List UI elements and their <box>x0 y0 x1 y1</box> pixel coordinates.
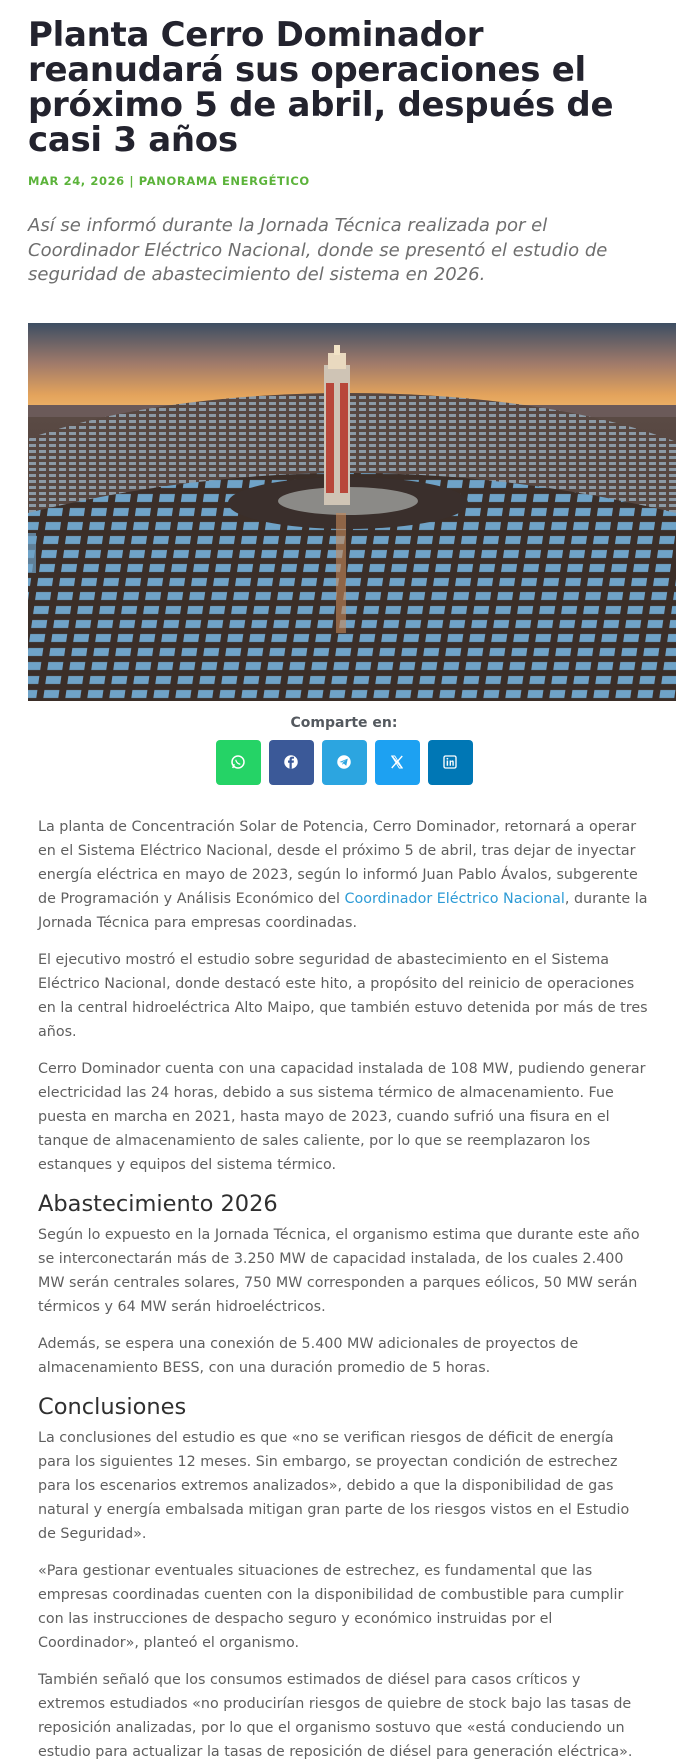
whatsapp-share-button[interactable] <box>216 740 261 785</box>
article-header <box>0 15 688 785</box>
paragraph: Según lo expuesto en la Jornada Técnica, el organismo estima que durante este año se interconectarán más de 3.250 MW de capacidad instalada, de los cuales 2.400 MW serán centrales solares, 750 MW corresponden a parques eólicos, 50 MW serán térmicos y 64 MW serán hidroeléctricos. <box>38 1226 640 1315</box>
facebook-share-button[interactable] <box>269 740 314 785</box>
share-label: Comparte en: <box>290 714 398 731</box>
post-meta: MAR 24, 2026 | PANORAMA ENERGÉTICO <box>28 174 310 188</box>
paragraph: El ejecutivo mostró el estudio sobre seguridad de abastecimiento en el Sistema Eléctrico Nacional, donde destacó este hito, a propósito del reinicio de operaciones en la central hidroeléctrica Alto Maipo, que también estuvo detenida por más de tres años. <box>38 951 648 1040</box>
paragraph: La planta de Concentración Solar de Potencia, Cerro Dominador, retornará a operar en el Sistema Eléctrico Nacional, desde el próximo 5 de abril, tras dejar de inyectar energía eléctrica en mayo de 2023, según lo informó Juan Pablo Ávalos, subgerente de Programación y Análisis Económico del Coordinador Eléctrico Nacional, durante la Jornada Técnica para empresas coordinadas. <box>38 818 648 931</box>
telegram-icon <box>335 753 353 771</box>
article-body <box>0 815 688 1764</box>
hero-image <box>28 323 676 701</box>
x-share-button[interactable] <box>375 740 420 785</box>
page-title: Planta Cerro Dominador reanudará sus operaciones el próximo 5 de abril, después de casi 3 años <box>28 15 614 160</box>
paragraph: Cerro Dominador cuenta con una capacidad instalada de 108 MW, pudiendo generar electricidad las 24 horas, debido a sus sistema térmico de almacenamiento. Fue puesta en marcha en 2021, hasta mayo de 2023, cuando sufrió una fisura en el tanque de almacenamiento de sales caliente, por lo que se reemplazaron los estanques y equipos del sistema térmico. <box>38 1060 646 1173</box>
section-heading: Abastecimiento 2026 <box>38 1190 278 1217</box>
facebook-icon <box>282 753 300 771</box>
section-heading: Conclusiones <box>38 1393 187 1420</box>
coordinador-link[interactable]: Coordinador Eléctrico Nacional <box>344 890 565 907</box>
paragraph: La conclusiones del estudio es que «no se verifican riesgos de déficit de energía para los siguientes 12 meses. Sin embargo, se proyectan condición de estrechez para los escenarios extremos analizados», debido a que la disponibilidad de gas natural y energía embalsada mitigan gran parte de los riesgos vistos en el Estudio de Seguridad». <box>38 1429 630 1542</box>
paragraph: Además, se espera una conexión de 5.400 MW adicionales de proyectos de almacenamiento BESS, con una duración promedio de 5 horas. <box>38 1335 579 1376</box>
linkedin-icon <box>441 753 459 771</box>
whatsapp-icon <box>229 753 247 771</box>
telegram-share-button[interactable] <box>322 740 367 785</box>
article-lead: Así se informó durante la Jornada Técnica realizada por el Coordinador Eléctrico Nacional, donde se presentó el estudio de seguridad de abastecimiento del sistema en 2026. <box>28 215 608 285</box>
share-buttons <box>28 740 660 785</box>
x-icon <box>388 753 406 771</box>
paragraph: También señaló que los consumos estimados de diésel para casos críticos y extremos estudiados «no producirían riesgos de quiebre de stock bajo las tasas de reposición analizadas, por lo que el organismo sostuvo que «está conduciendo un estudio para actualizar la tasas de reposición de diésel para generación eléctrica». <box>38 1671 633 1760</box>
share-section <box>28 715 660 785</box>
paragraph: «Para gestionar eventuales situaciones de estrechez, es fundamental que las empresas coordinadas cuenten con la disponibilidad de combustible para cumplir con las instrucciones de despacho seguro y económico instruidas por el Coordinador», planteó el organismo. <box>38 1562 624 1651</box>
linkedin-share-button[interactable] <box>428 740 473 785</box>
